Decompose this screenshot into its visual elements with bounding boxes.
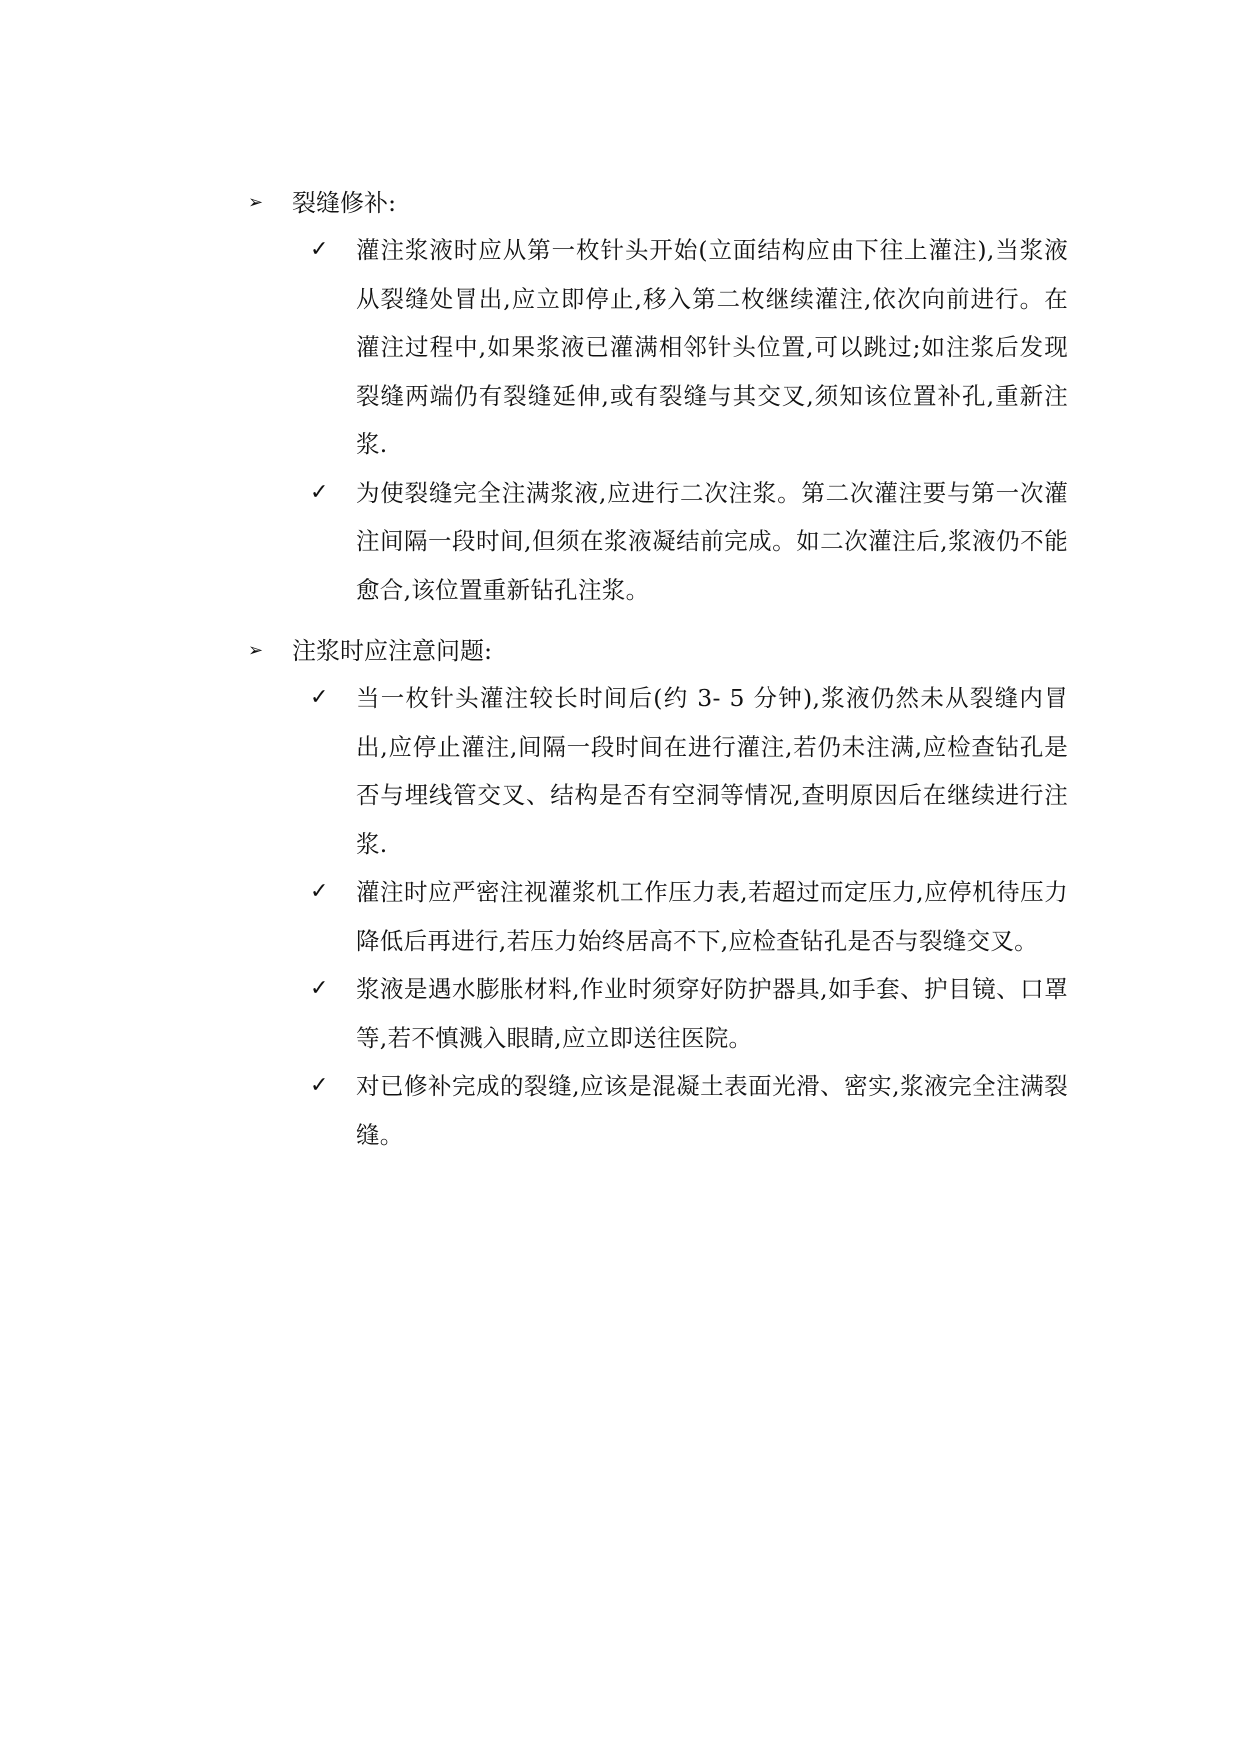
list-item: [310, 674, 1068, 868]
section-crack-repair: [248, 180, 1068, 614]
list-item: [310, 1062, 1068, 1159]
list-item: [310, 868, 1068, 965]
checkmark-icon: ✓: [310, 237, 329, 262]
section-heading: [248, 628, 1068, 674]
list-item-text: 当一枚针头灌注较长时间后(约 3- 5 分钟),浆液仍然未从裂缝内冒出,应停止灌注,间隔一段时间在进行灌注,若仍未注满,应检查钻孔是否与埋线管交叉、结构是否有空洞等情况,查明原因后在继续进行注浆.: [356, 684, 1068, 858]
arrowhead-bullet-icon: ➢: [248, 192, 264, 213]
section-heading: [248, 180, 1068, 226]
section-heading-text: 注浆时应注意问题:: [292, 637, 493, 665]
list-item-text: 灌注时应严密注视灌浆机工作压力表,若超过而定压力,应停机待压力降低后再进行,若压力始终居高不下,应检查钻孔是否与裂缝交叉。: [356, 878, 1068, 955]
list-item: [310, 469, 1068, 615]
section-heading-text: 裂缝修补:: [292, 189, 397, 217]
list-item-text: 对已修补完成的裂缝,应该是混凝土表面光滑、密实,浆液完全注满裂缝。: [356, 1072, 1068, 1149]
item-list: [310, 226, 1068, 614]
list-item-text: 浆液是遇水膨胀材料,作业时须穿好防护器具,如手套、护目镜、口罩等,若不慎溅入眼睛,应立即送往医院。: [356, 975, 1068, 1052]
checkmark-icon: ✓: [310, 1073, 329, 1098]
list-item: [310, 965, 1068, 1062]
section-grouting-notes: [248, 628, 1068, 1159]
list-item-text: 灌注浆液时应从第一枚针头开始(立面结构应由下往上灌注),当浆液从裂缝处冒出,应立即停止,移入第二枚继续灌注,依次向前进行。在灌注过程中,如果浆液已灌满相邻针头位置,可以跳过;如注浆后发现裂缝两端仍有裂缝延伸,或有裂缝与其交叉,须知该位置补孔,重新注浆.: [356, 236, 1068, 458]
checkmark-icon: ✓: [310, 976, 329, 1001]
list-item-text: 为使裂缝完全注满浆液,应进行二次注浆。第二次灌注要与第一次灌注间隔一段时间,但须在浆液凝结前完成。如二次灌注后,浆液仍不能愈合,该位置重新钻孔注浆。: [356, 478, 1068, 604]
arrowhead-bullet-icon: ➢: [248, 640, 264, 661]
checkmark-icon: ✓: [310, 879, 329, 904]
checkmark-icon: ✓: [310, 685, 329, 710]
checkmark-icon: ✓: [310, 479, 329, 505]
item-list: [310, 674, 1068, 1159]
list-item: [310, 226, 1068, 469]
